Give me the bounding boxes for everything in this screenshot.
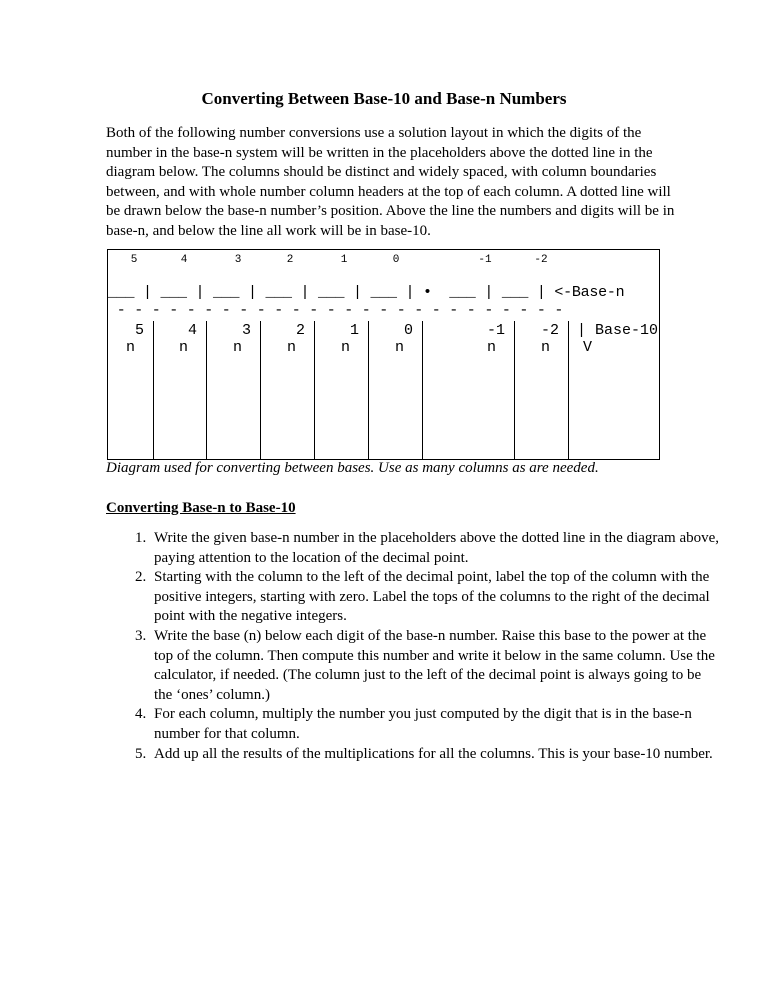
column-header: -1 <box>478 254 492 266</box>
list-item: 4. For each column, multiply the number you just computed by the digit that is in the base-n number for that column. <box>150 705 720 744</box>
steps-list <box>106 529 720 764</box>
column-header: 1 <box>340 254 348 266</box>
column-boundary <box>206 321 207 459</box>
list-item: 1. Write the given base-n number in the placeholders above the dotted line in the diagram above, paying attention to the location of the decimal point. <box>150 529 720 568</box>
column-header: -2 <box>534 254 548 266</box>
exponent-label: 2 <box>295 322 305 339</box>
base-symbol: n <box>232 339 242 356</box>
base-symbol: n <box>394 339 404 356</box>
exponent-label: 5 <box>134 322 144 339</box>
list-item: 3. Write the base (n) below each digit of the base-n number. Raise this base to the power at the top of the column. Then compute this number and write it below in the same column. Use the calculator, if needed. (The column just to the left of the decimal point is always going to be the ‘ones’ column.) <box>150 627 720 705</box>
exponent-label: -1 <box>486 322 505 339</box>
base-symbol: n <box>125 339 135 356</box>
column-boundary <box>422 321 423 459</box>
column-boundary <box>514 321 515 459</box>
base-symbol: n <box>540 339 550 356</box>
column-boundary <box>260 321 261 459</box>
list-item: 5. Add up all the results of the multiplications for all the columns. This is your base-10 number. <box>150 745 720 765</box>
column-boundary <box>314 321 315 459</box>
column-boundary <box>153 321 154 459</box>
exponent-label: 0 <box>403 322 413 339</box>
list-item: 2. Starting with the column to the left of the decimal point, label the top of the column with the positive integers, starting with zero. Label the tops of the columns to the right of the decimal point with the negative integers. <box>150 568 720 627</box>
column-header: 5 <box>130 254 138 266</box>
down-arrow-label: V <box>583 339 593 356</box>
exponent-label: -2 <box>540 322 559 339</box>
column-header: 2 <box>286 254 294 266</box>
exponent-label: 3 <box>241 322 251 339</box>
intro-paragraph: Both of the following number conversions use a solution layout in which the digits of the number in the base-n system will be written in the placeholders above the dotted line in the diagram below. The columns should be distinct and widely spaced, with column boundaries between, and with whole number column headers at the top of each column. A dotted line will be drawn below the base-n number’s position. Above the line the numbers and digits will be in base-n, and below the line all work will be in base-10. <box>106 125 675 239</box>
column-header: 3 <box>234 254 242 266</box>
column-header: 4 <box>180 254 188 266</box>
exponent-label: 1 <box>349 322 359 339</box>
base-n-placeholder-row: ___ | ___ | ___ | ___ | ___ | ___ | • ___ | ___ | <-Base-n <box>108 284 625 301</box>
conversion-diagram <box>107 249 660 460</box>
column-boundary <box>368 321 369 459</box>
base-symbol: n <box>340 339 350 356</box>
base-10-label: | Base-10 <box>577 322 659 339</box>
section-heading: Converting Base-n to Base-10 <box>106 500 296 516</box>
diagram-caption: Diagram used for converting between bases. Use as many columns as are needed. <box>106 460 599 476</box>
base-symbol: n <box>178 339 188 356</box>
column-boundary <box>568 321 569 459</box>
column-header: 0 <box>392 254 400 266</box>
page-title: Converting Between Base-10 and Base-n Numbers <box>201 89 567 108</box>
dotted-separator: - - - - - - - - - - - - - - - - - - - - - - - - - - <box>108 302 564 319</box>
base-symbol: n <box>486 339 496 356</box>
exponent-label: 4 <box>187 322 197 339</box>
base-symbol: n <box>286 339 296 356</box>
